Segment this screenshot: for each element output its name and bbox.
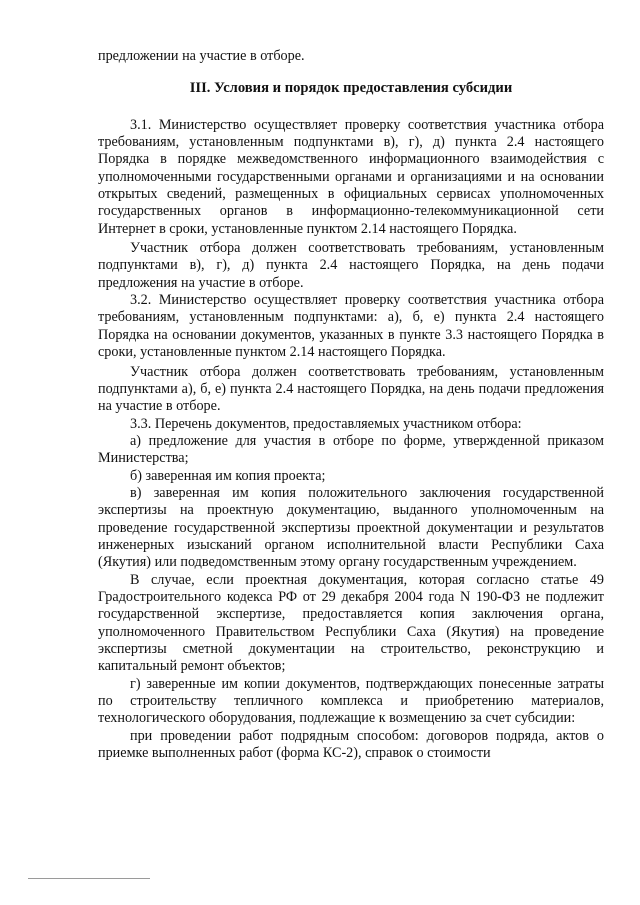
footer-rule (28, 878, 150, 879)
paragraph-3-3: 3.3. Перечень документов, предоставляемых участником отбора: (130, 415, 522, 432)
list-item-b: б) заверенная им копия проекта; (130, 467, 326, 484)
section-heading: III. Условия и порядок предоставления субсидии (189, 80, 513, 97)
paragraph-exception: В случае, если проектная документация, которая согласно статье 49 Градостроительного кодекса РФ от 29 декабря 2004 года N 190-ФЗ не подлежит государственной экспертизе, предоставляется копия заключения органа, уполномоченного Правительством Республики Саха (Якутия) на проведение экспертизы сметной документации на строительство, реконструкцию и капитальный ремонт объектов; (98, 571, 604, 675)
list-item-g: г) заверенные им копии документов, подтверждающих понесенные затраты по строительству тепличного комплекса и приобретению материалов, технологического оборудования, подлежащие к возмещению за счет субсидии: (98, 675, 604, 727)
list-item-v: в) заверенная им копия положительного заключения государственной экспертизы на проектную документацию, выданного уполномоченным на проведение государственной экспертизы проектной документации и результатов инженерных изысканий органом исполнительной власти Республики Саха (Якутия) или подведомственным этому органу государственным учреждением. (98, 484, 604, 571)
paragraph-3-2-requirement: Участник отбора должен соответствовать требованиям, установленным подпунктами а), б, е) пункта 2.4 настоящего Порядка, на день подачи предложения на участие в отборе. (98, 363, 604, 415)
paragraph-3-2: 3.2. Министерство осуществляет проверку соответствия участника отбора требованиям, установленным подпунктами: а), б, е) пункта 2.4 настоящего Порядка на основании документов, указанных в пункте 3.3 настоящего Порядка в сроки, установленные пунктом 2.14 настоящего Порядка. (98, 292, 604, 361)
list-item-a: а) предложение для участия в отборе по форме, утвержденной приказом Министерства; (98, 432, 604, 467)
document-body (98, 48, 604, 762)
paragraph-3-1-requirement: Участник отбора должен соответствовать требованиям, установленным подпунктами в), г), д) пункта 2.4 настоящего Порядка, на день подачи предложения на участие в отборе. (98, 240, 604, 291)
paragraph-3-1: 3.1. Министерство осуществляет проверку соответствия участника отбора требованиям, установленным подпунктами в), г), д) пункта 2.4 настоящего Порядка в порядке межведомственного информационного взаимодействия с уполномоченными государственными органами и организациями и на основании открытых сведений, размещенных в официальных сервисах уполномоченных государственных органов в информационно-телекоммуникационной сети Интернет в сроки, установленные пунктом 2.14 настоящего Порядка. (98, 116, 604, 237)
continuation-line: предложении на участие в отборе. (98, 48, 305, 64)
paragraph-contract-method: при проведении работ подрядным способом: договоров подряда, актов о приемке выполненных работ (форма КС-2), справок о стоимости (98, 727, 604, 762)
